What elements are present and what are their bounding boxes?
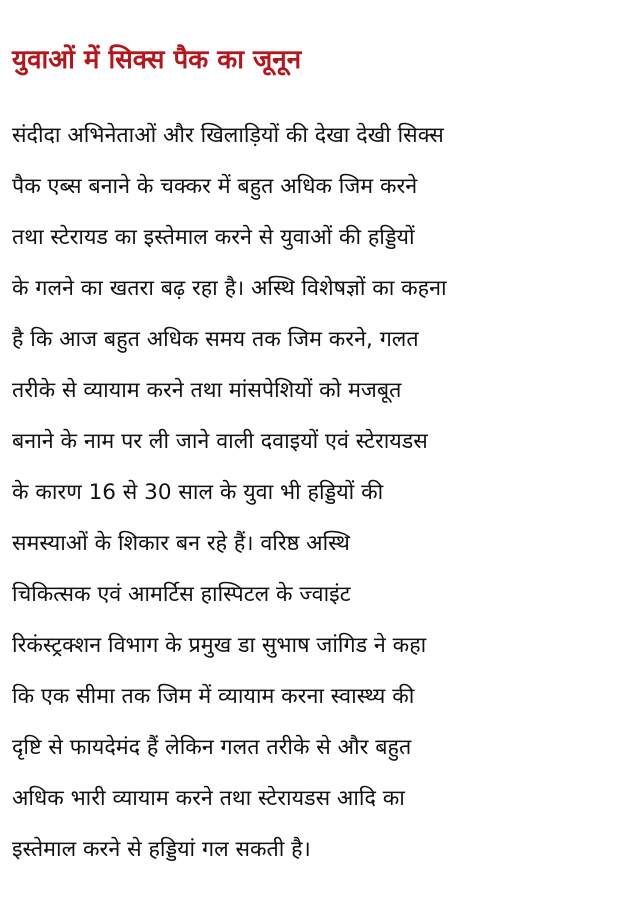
article-line: के गलने का खतरा बढ़ रहा है। अस्थि विशेषज्ञों का कहना	[12, 276, 447, 301]
article-line: दृष्टि से फायदेमंद हैं लेकिन गलत तरीके से और बहुत	[12, 735, 412, 760]
article-line: समस्याओं के शिकार बन रहे हैं। वरिष्ठ अस्थि	[12, 531, 350, 556]
article-line: रिकंस्ट्रक्शन विभाग के प्रमुख डा सुभाष जांगिड ने कहा	[12, 633, 427, 658]
article-line: तरीके से व्यायाम करने तथा मांसपेशियों को मजबूत	[12, 378, 402, 403]
article-line: है कि आज बहुत अधिक समय तक जिम करने, गलत	[12, 327, 419, 352]
article-body	[12, 116, 616, 881]
article-line: पैक एब्स बनाने के चक्कर में बहुत अधिक जिम करने	[12, 174, 418, 199]
article-line: कि एक सीमा तक जिम में व्यायाम करना स्वास्थ्य की	[12, 684, 415, 709]
article-line: बनाने के नाम पर ली जाने वाली दवाइयों एवं स्टेरायडस	[12, 429, 428, 454]
article-line: चिकित्सक एवं आमर्टिस हास्पिटल के ज्वाइंट	[12, 582, 351, 607]
article-line: के कारण 16 से 30 साल के युवा भी हड्डियों की	[12, 480, 384, 505]
article-line: तथा स्टेरायड का इस्तेमाल करने से युवाओं की हड्डियों	[12, 225, 415, 250]
article-line: संदीदा अभिनेताओं और खिलाड़ियों की देखा देखी सिक्स	[12, 123, 444, 148]
article-headline: युवाओं में सिक्स पैक का जूनून	[12, 45, 302, 75]
article-line: इस्तेमाल करने से हड्डियां गल सकती है।	[12, 837, 311, 862]
article-line: अधिक भारी व्यायाम करने तथा स्टेरायडस आदि का	[12, 786, 405, 811]
